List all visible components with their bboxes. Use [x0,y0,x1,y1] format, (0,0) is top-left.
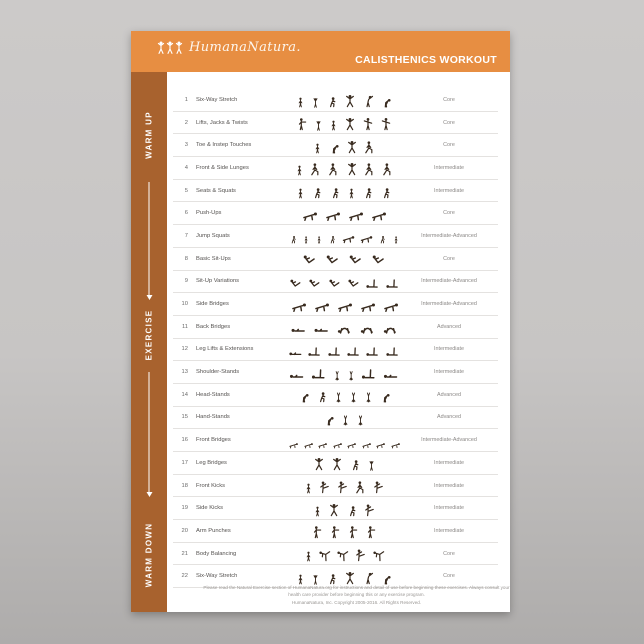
exercise-level: Core [443,119,455,126]
squat-figure-icon [288,227,298,244]
exercise-level: Core [443,255,455,262]
exercise-name: Six-Way Stretch [196,96,238,103]
exercise-figures [288,318,400,335]
exercise-figures [288,500,400,517]
plank-figure-icon [332,432,343,449]
situp-figure-icon [369,250,388,267]
plank-figure-icon [300,205,319,222]
exercise-figures [288,250,400,267]
plank-figure-icon [346,205,365,222]
exercise-level: Intermediate [434,459,464,466]
exercise-figures [288,296,400,313]
exercise-row [173,452,498,475]
phase-sidebar [131,72,167,612]
exercise-level: Core [443,573,455,580]
situp-figure-icon [346,273,361,290]
armsup-figure-icon [310,91,321,108]
exercise-row [173,202,498,225]
exercise-row [173,271,498,294]
kick-figure-icon [318,477,332,494]
exercise-name: Lifts, Jacks & Twists [196,119,248,126]
bridge-figure-icon [381,318,400,335]
exercise-level: Intermediate-Advanced [421,232,477,239]
plank-figure-icon [369,205,388,222]
exercise-name: Leg Bridges [196,459,227,466]
exercise-name: Front Bridges [196,437,231,444]
exercise-number: 21 [181,550,188,557]
exercise-number: 22 [181,573,188,580]
exercise-level: Advanced [437,323,461,330]
plank-figure-icon [346,432,357,449]
exercise-number: 4 [184,164,188,171]
plank-figure-icon [288,432,299,449]
plank-figure-icon [359,227,373,244]
exercise-level: Intermediate [434,527,464,534]
exercise-name: Hand-Stands [196,414,230,421]
squat-figure-icon [328,182,342,199]
exercise-figures [288,454,400,471]
star-figure-icon [343,91,357,108]
squat-figure-icon [348,454,362,471]
stand-figure-icon [294,159,305,176]
exercise-level: Intermediate [434,482,464,489]
punch-figure-icon [364,522,378,539]
squat-figure-icon [327,227,337,244]
exercise-name: Basic Sit-Ups [196,255,231,262]
exercise-row [173,225,498,248]
exercise-row [173,180,498,203]
bend-figure-icon [379,568,393,585]
invert-figure-icon [348,386,359,403]
exercise-name: Back Bridges [196,323,231,330]
invert-figure-icon [363,386,374,403]
exercise-level: Intermediate [434,505,464,512]
legsup-figure-icon [385,273,400,290]
exercise-name: Side Bridges [196,301,229,308]
kick-figure-icon [372,477,386,494]
invert-figure-icon [340,409,351,426]
exercise-number: 2 [184,119,188,126]
exercise-figures [288,477,400,494]
calisthenics-poster [131,31,510,612]
exercise-row [173,293,498,316]
balance-figure-icon [318,545,332,562]
kick-figure-icon [363,500,377,517]
exercise-level: Advanced [437,391,461,398]
plank-figure-icon [361,432,372,449]
exercise-number: 6 [184,210,188,217]
balance-figure-icon [336,545,350,562]
star-figure-icon [345,137,359,154]
lying-figure-icon [288,364,306,381]
exercise-name: Side Kicks [196,505,224,512]
lunge-figure-icon [327,159,341,176]
squat-figure-icon [379,182,393,199]
twist-figure-icon [379,114,393,131]
stand-figure-icon [295,182,306,199]
situp-figure-icon [300,250,319,267]
exercise-name: Front & Side Lunges [196,164,249,171]
plank-figure-icon [390,432,401,449]
exercise-name: Arm Punches [196,527,231,534]
stand-figure-icon [312,500,323,517]
bridge-figure-icon [335,318,354,335]
plank-figure-icon [341,227,355,244]
armsup-figure-icon [310,568,321,585]
bridge-figure-icon [358,318,377,335]
exercise-level: Advanced [437,414,461,421]
exercise-name: Push-Ups [196,210,222,217]
exercise-level: Intermediate [434,164,464,171]
exercise-number: 12 [181,346,188,353]
punch-figure-icon [310,522,324,539]
lying-figure-icon [382,364,400,381]
lying-figure-icon [312,318,331,335]
sidebend-figure-icon [361,91,375,108]
exercise-figures [288,432,400,449]
humananatura-logo-icon [155,40,185,55]
exercise-number: 7 [184,232,188,239]
exercise-row [173,429,498,452]
exercise-row [173,112,498,135]
down-arrow-icon [146,182,153,300]
plank-figure-icon [375,432,386,449]
situp-figure-icon [288,273,303,290]
exercise-figures [288,364,400,381]
exercise-name: Shoulder-Stands [196,369,240,376]
kick-figure-icon [354,545,368,562]
exercise-name: Leg Lifts & Extensions [196,346,254,353]
lying-figure-icon [289,318,308,335]
invert-figure-icon [346,364,356,381]
exercise-row [173,89,498,112]
phase-label-warm-up: WARM UP [144,111,154,159]
exercise-figures [288,522,400,539]
bend-figure-icon [379,91,393,108]
down-arrow-icon [146,372,153,497]
squat-figure-icon [377,227,387,244]
legsup-figure-icon [327,341,342,358]
squat-figure-icon [361,182,375,199]
armsup-figure-icon [313,114,324,131]
exercise-level: Core [443,210,455,217]
exercise-number: 18 [181,482,188,489]
star-figure-icon [330,454,344,471]
exercise-name: Sit-Up Variations [196,278,240,285]
legsup-figure-icon [365,341,380,358]
phase-label-exercise: EXERCISE [144,309,154,361]
legsup-figure-icon [346,341,361,358]
plank-figure-icon [312,296,331,313]
star-figure-icon [345,159,359,176]
exercise-table [167,89,510,588]
exercise-row [173,384,498,407]
exercise-number: 15 [181,414,188,421]
poster-header [131,31,510,72]
exercise-level: Intermediate-Advanced [421,301,477,308]
exercise-figures [288,409,400,426]
exercise-level: Intermediate [434,346,464,353]
copyright-text: HumanaNatura, Inc. Copyright 2005-2016. All Rights Reserved. [291,600,422,606]
exercise-number: 3 [184,142,188,149]
brand-name: HumanaNatura. [189,40,301,55]
situp-figure-icon [346,250,365,267]
poster-title: CALISTHENICS WORKOUT [355,53,497,66]
kick-figure-icon [336,477,350,494]
punch-figure-icon [328,522,342,539]
stand-figure-icon [328,114,339,131]
exercise-name: Toe & Instep Touches [196,142,252,149]
twist-figure-icon [361,114,375,131]
exercise-number: 14 [181,391,188,398]
exercise-name: Head-Stands [196,391,230,398]
exercise-row [173,475,498,498]
star-figure-icon [312,454,326,471]
exercise-figures [288,137,400,154]
plank-figure-icon [381,296,400,313]
exercise-figures [288,568,400,585]
exercise-figures [288,159,400,176]
exercise-row [173,157,498,180]
stand-figure-icon [303,477,314,494]
exercise-number: 16 [181,437,188,444]
exercise-row [173,497,498,520]
lunge-figure-icon [309,159,323,176]
plank-figure-icon [303,432,314,449]
situp-figure-icon [307,273,322,290]
situp-figure-icon [323,250,342,267]
armsup-figure-icon [366,454,377,471]
punch-figure-icon [346,522,360,539]
legsup-figure-icon [310,364,328,381]
exercise-figures [288,205,400,222]
exercise-row [173,316,498,339]
exercise-row [173,134,498,157]
stand-figure-icon [392,227,400,244]
legsup-figure-icon [385,341,400,358]
squat-figure-icon [315,386,329,403]
exercise-name: Six-Way Stretch [196,573,238,580]
punch-figure-icon [295,114,309,131]
plank-figure-icon [289,296,308,313]
squat-figure-icon [310,182,324,199]
stand-figure-icon [295,91,306,108]
exercise-name: Front Kicks [196,482,225,489]
exercise-figures [288,341,400,358]
invert-figure-icon [333,386,344,403]
exercise-number: 13 [181,369,188,376]
exercise-level: Core [443,550,455,557]
lunge-figure-icon [381,159,395,176]
plank-figure-icon [358,296,377,313]
exercise-level: Intermediate-Advanced [421,278,477,285]
stand-figure-icon [302,227,310,244]
star-figure-icon [343,114,357,131]
exercise-number: 17 [181,459,188,466]
exercise-number: 1 [184,96,188,103]
exercise-row [173,339,498,362]
disclaimer-text: Please read the Natural Exercise section of HumanaNatura.org for instructions and detail of use before beginning these exercises. Always consult your health care provider before beginning this or any exercise program. [203,584,510,598]
lunge-figure-icon [354,477,368,494]
star-figure-icon [343,568,357,585]
exercise-number: 8 [184,255,188,262]
exercise-level: Intermediate [434,369,464,376]
lunge-figure-icon [363,159,377,176]
exercise-number: 19 [181,505,188,512]
star-figure-icon [327,500,341,517]
squat-figure-icon [345,500,359,517]
exercise-number: 11 [181,323,188,330]
exercise-figures [288,386,400,403]
exercise-number: 5 [184,187,188,194]
exercise-row [173,520,498,543]
stand-figure-icon [312,137,323,154]
exercise-number: 9 [184,278,188,285]
exercise-number: 20 [181,527,188,534]
exercise-level: Core [443,96,455,103]
stand-figure-icon [346,182,357,199]
exercise-row [173,361,498,384]
situp-figure-icon [327,273,342,290]
balance-figure-icon [372,545,386,562]
exercise-figures [288,91,400,108]
invert-figure-icon [355,409,366,426]
exercise-name: Seats & Squats [196,187,236,194]
plank-figure-icon [335,296,354,313]
exercise-row [173,248,498,271]
exercise-row [173,543,498,566]
exercise-level: Intermediate [434,187,464,194]
stand-figure-icon [315,227,323,244]
stand-figure-icon [303,545,314,562]
plank-figure-icon [317,432,328,449]
exercise-name: Body Balancing [196,550,237,557]
squat-figure-icon [325,568,339,585]
exercise-level: Core [443,142,455,149]
exercise-figures [288,273,400,290]
sidebend-figure-icon [361,568,375,585]
exercise-level: Intermediate-Advanced [421,437,477,444]
exercise-figures [288,545,400,562]
exercise-name: Jump Squats [196,232,230,239]
phase-label-warm-down: WARM DOWN [144,522,154,588]
invert-figure-icon [332,364,342,381]
exercise-number: 10 [181,301,188,308]
exercise-content [167,72,510,612]
exercise-figures [288,182,400,199]
exercise-figures [288,227,400,244]
bend-figure-icon [322,409,336,426]
plank-figure-icon [323,205,342,222]
lunge-figure-icon [363,137,377,154]
exercise-figures [288,114,400,131]
legsup-figure-icon [365,273,380,290]
legsup-figure-icon [360,364,378,381]
bend-figure-icon [297,386,311,403]
stand-figure-icon [295,568,306,585]
bend-figure-icon [378,386,392,403]
legsup-figure-icon [307,341,322,358]
exercise-row [173,407,498,430]
logo-group [155,40,301,55]
poster-footer [203,584,510,607]
bend-figure-icon [327,137,341,154]
lying-figure-icon [288,341,303,358]
squat-figure-icon [325,91,339,108]
